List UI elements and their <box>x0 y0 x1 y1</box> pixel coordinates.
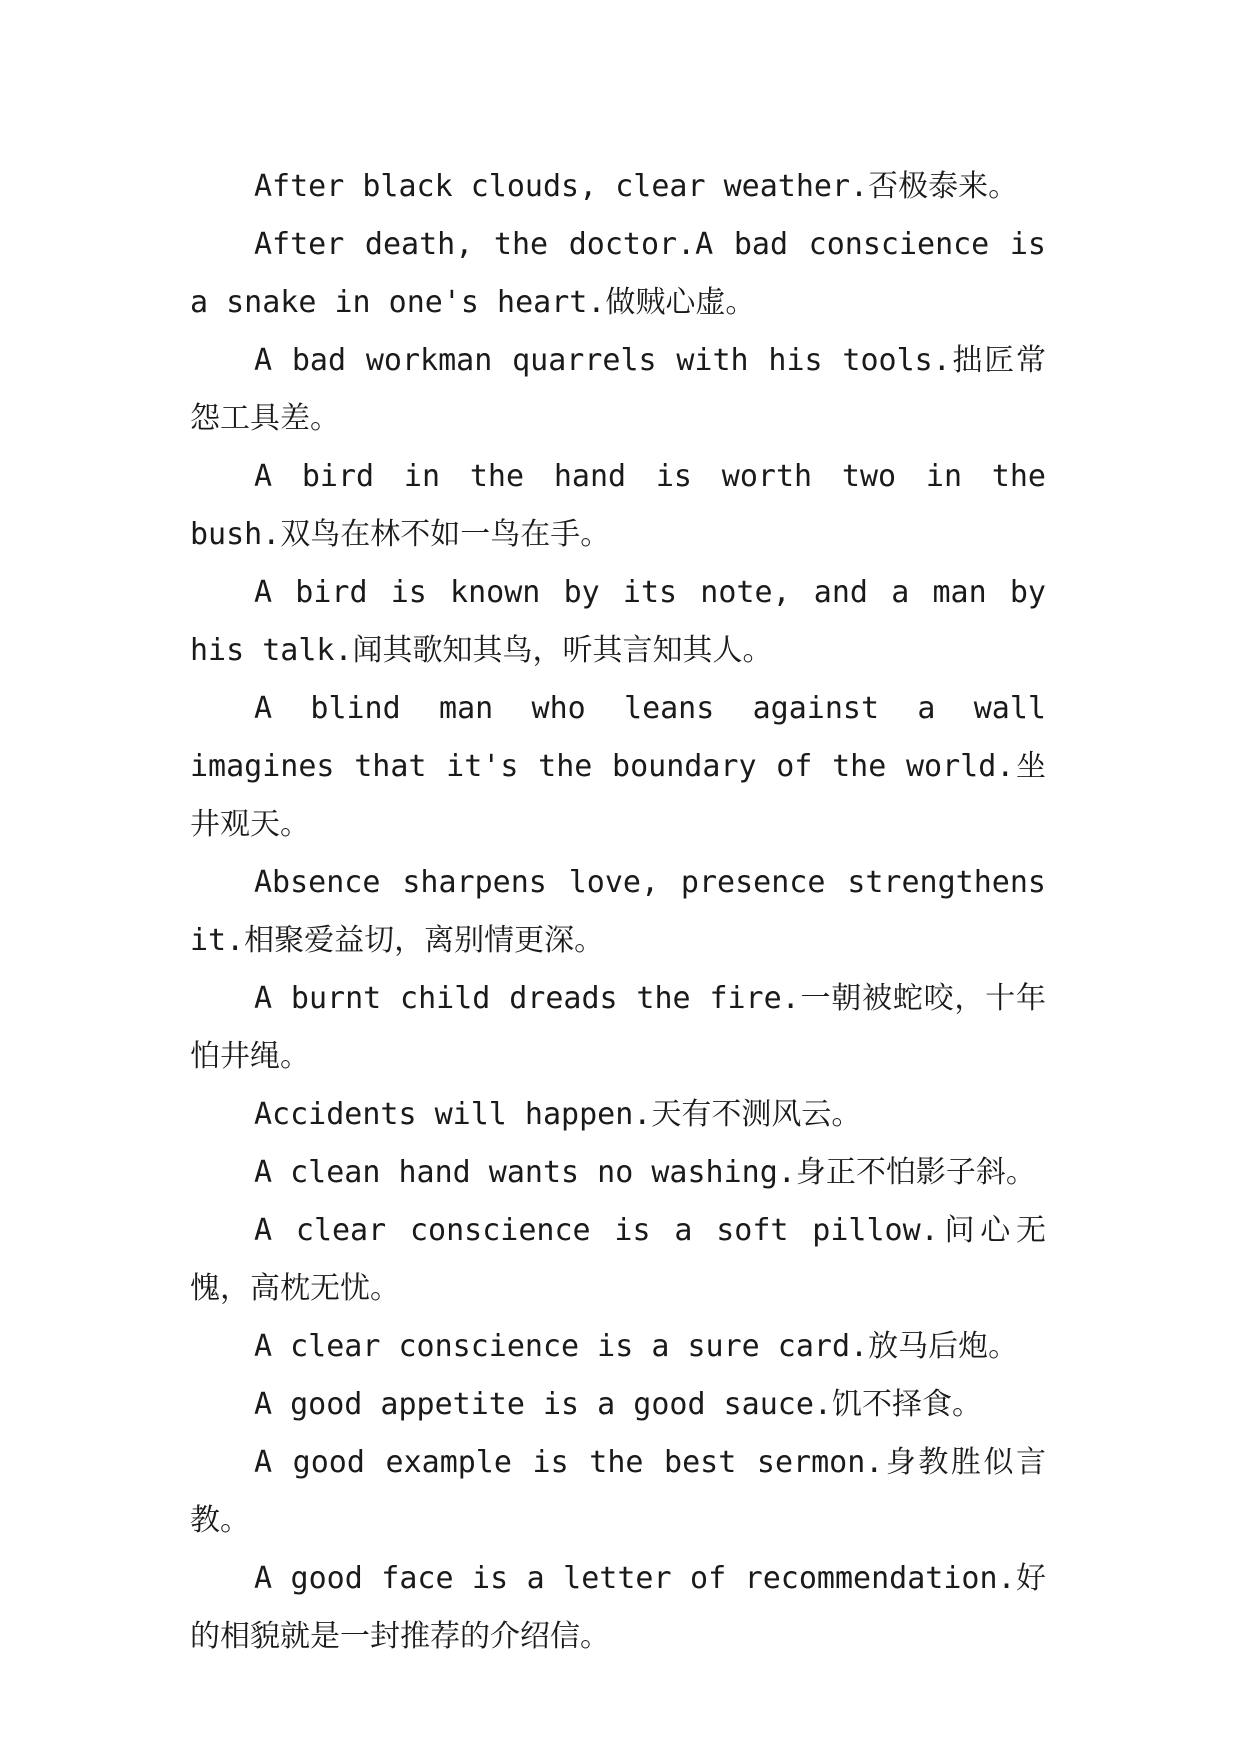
proverb-paragraph: Accidents will happen.天有不测风云。 <box>254 1097 862 1132</box>
proverb-paragraph: A good face is a letter of recommendation.好的相貌就是一封推荐的介绍信。 <box>190 1561 1046 1654</box>
proverb-paragraph: A good appetite is a good sauce.饥不择食。 <box>254 1387 982 1422</box>
proverb-paragraph: A clear conscience is a sure card.放马后炮。 <box>254 1329 1019 1364</box>
proverb-paragraph: A burnt child dreads the fire.一朝被蛇咬，十年怕井绳。 <box>190 981 1046 1074</box>
proverb-paragraph: Absence sharpens love, presence strengthens it.相聚爱益切，离别情更深。 <box>190 865 1046 958</box>
proverb-paragraph: A bird is known by its note, and a man by his talk.闻其歌知其鸟，听其言知其人。 <box>190 575 1046 668</box>
proverb-paragraph: A bird in the hand is worth two in the bush.双鸟在林不如一鸟在手。 <box>190 459 1046 552</box>
proverb-paragraph: A clean hand wants no washing.身正不怕影子斜。 <box>254 1155 1036 1190</box>
proverb-paragraph: A good example is the best sermon.身教胜似言教。 <box>190 1445 1046 1538</box>
proverb-paragraph: A clear conscience is a soft pillow.问心无愧，高枕无忧。 <box>190 1213 1046 1306</box>
proverb-paragraph: A bad workman quarrels with his tools.拙匠常怨工具差。 <box>190 343 1046 436</box>
document-body <box>190 158 1046 1666</box>
proverb-paragraph: A blind man who leans against a wall imagines that it's the boundary of the world.坐井观天。 <box>190 691 1046 842</box>
proverb-paragraph: After black clouds, clear weather.否极泰来。 <box>254 169 1019 204</box>
proverb-paragraph: After death, the doctor.A bad conscience is a snake in one's heart.做贼心虚。 <box>190 227 1046 320</box>
